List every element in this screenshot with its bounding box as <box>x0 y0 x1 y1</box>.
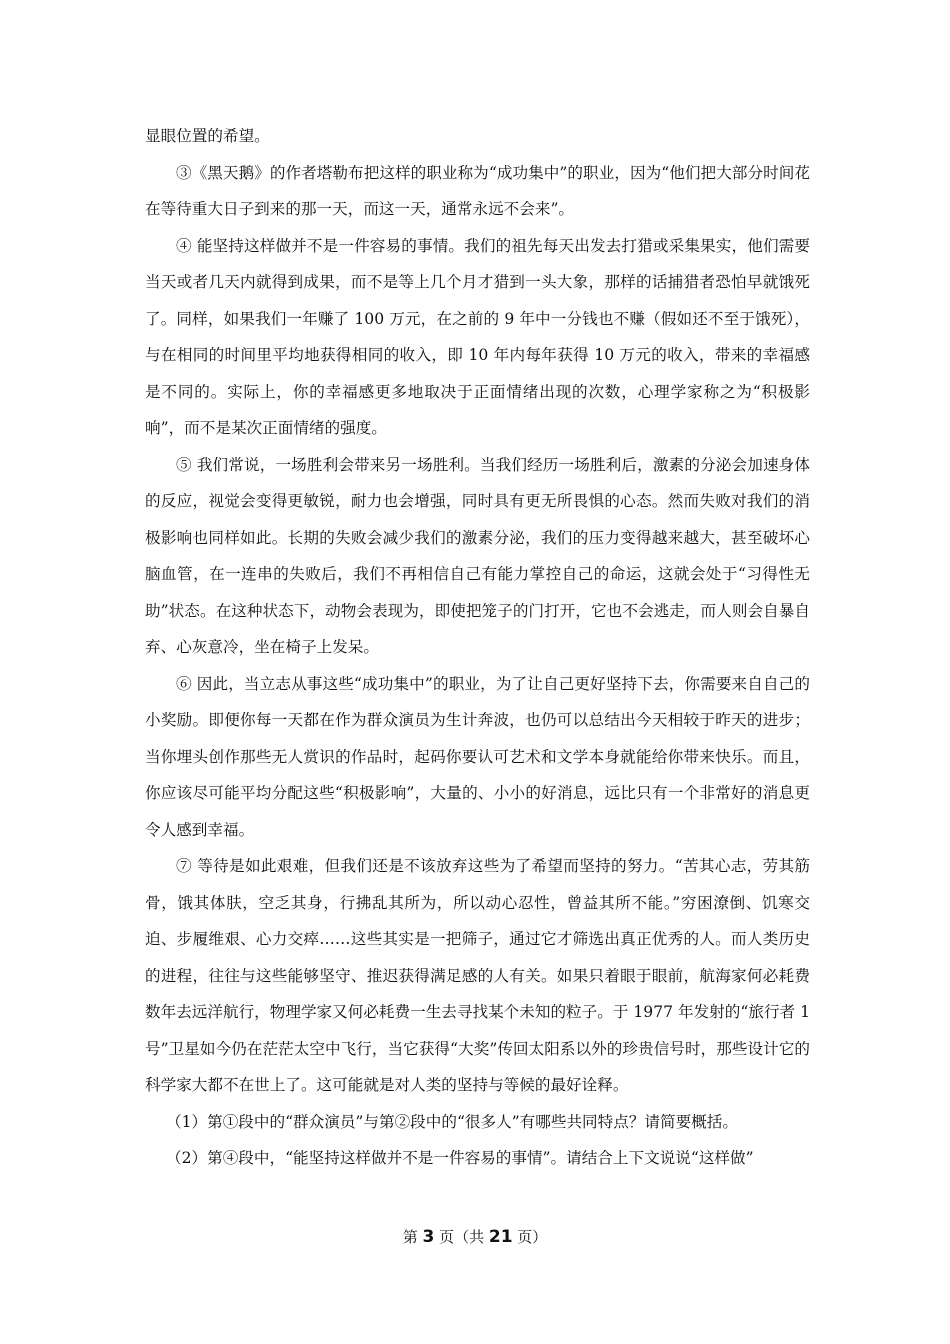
paragraph-7: ⑦ 等待是如此艰难，但我们还是不该放弃这些为了希望而坚持的努力。“苦其心志，劳其筋骨，饿其体肤，空乏其身，行拂乱其所为，所以动心忍性，曾益其所不能。”穷困潦倒、饥寒交迫、步履维艰、心力交瘁……这些其实是一把筛子，通过它才筛选出真正优秀的人。而人类历史的进程，往往与这些能够坚守、推迟获得满足感的人有关。如果只着眼于眼前，航海家何必耗费数年去远洋航行，物理学家又何必耗费一生去寻找某个未知的粒子。于 1977 年发射的“旅行者 1 号”卫星如今仍在茫茫太空中飞行，当它获得“大奖”传回太阳系以外的珍贵信号时，那些设计它的科学家大都不在世上了。这可能就是对人类的坚持与等候的最好诠释。 <box>145 857 811 1094</box>
paragraph-4: ④ 能坚持这样做并不是一件容易的事情。我们的祖先每天出发去打猎或采集果实，他们需要当天或者几天内就得到成果，而不是等上几个月才猎到一头大象，那样的话捕猎者恐怕早就饿死了。同样，如果我们一年赚了 100 万元，在之前的 9 年中一分钱也不赚（假如还不至于饿死），与在相同的时间里平均地获得相同的收入，即 10 年内每年获得 10 万元的收入，带来的幸福感是不同的。实际上，你的幸福感更多地取决于正面情绪出现的次数，心理学家称之为“积极影响”，而不是某次正面情绪的强度。 <box>145 236 810 437</box>
paragraph-continuation: 显眼位置的希望。 <box>145 127 270 145</box>
paragraph-6: ⑥ 因此，当立志从事这些“成功集中”的职业，为了让自己更好坚持下去，你需要来自自己的小奖励。即便你每一天都在作为群众演员为生计奔波，也仍可以总结出今天相较于昨天的进步；当你埋头创作那些无人赏识的作品时，起码你要认可艺术和文学本身就能给你带来快乐。而且，你应该尽可能平均分配这些“积极影响”，大量的、小小的好消息，远比只有一个非常好的消息更令人感到幸福。 <box>145 674 810 839</box>
paragraph-5: ⑤ 我们常说，一场胜利会带来另一场胜利。当我们经历一场胜利后，激素的分泌会加速身体的反应，视觉会变得更敏锐，耐力也会增强，同时具有更无所畏惧的心态。然而失败对我们的消极影响也同样如此。长期的失败会减少我们的激素分泌，我们的压力变得越来越大，甚至破坏心脑血管，在一连串的失败后，我们不再相信自己有能力掌控自己的命运，这就会处于“习得性无助”状态。在这种状态下，动物会表现为，即使把笼子的门打开，它也不会逃走，而人则会自暴自弃、心灰意冷，坐在椅子上发呆。 <box>145 455 810 656</box>
footer-prefix: 第 <box>402 1228 423 1246</box>
footer-suffix: 页） <box>512 1228 548 1246</box>
page-footer <box>0 1226 950 1247</box>
page-total: 21 <box>488 1227 513 1247</box>
question-1: （1）第①段中的“群众演员”与第②段中的“很多人”有哪些共同特点？请简要概括。 <box>166 1112 738 1131</box>
question-2: （2）第④段中，“能坚持这样做并不是一件容易的事情”。请结合上下文说说“这样做” <box>166 1149 754 1167</box>
article-body <box>145 118 810 1177</box>
footer-middle: 页（共 <box>434 1228 489 1246</box>
page-number: 3 <box>422 1227 435 1247</box>
paragraph-3: ③《黑天鹅》的作者塔勒布把这样的职业称为“成功集中”的职业，因为“他们把大部分时间花在等待重大日子到来的那一天，而这一天，通常永远不会来”。 <box>145 163 810 218</box>
